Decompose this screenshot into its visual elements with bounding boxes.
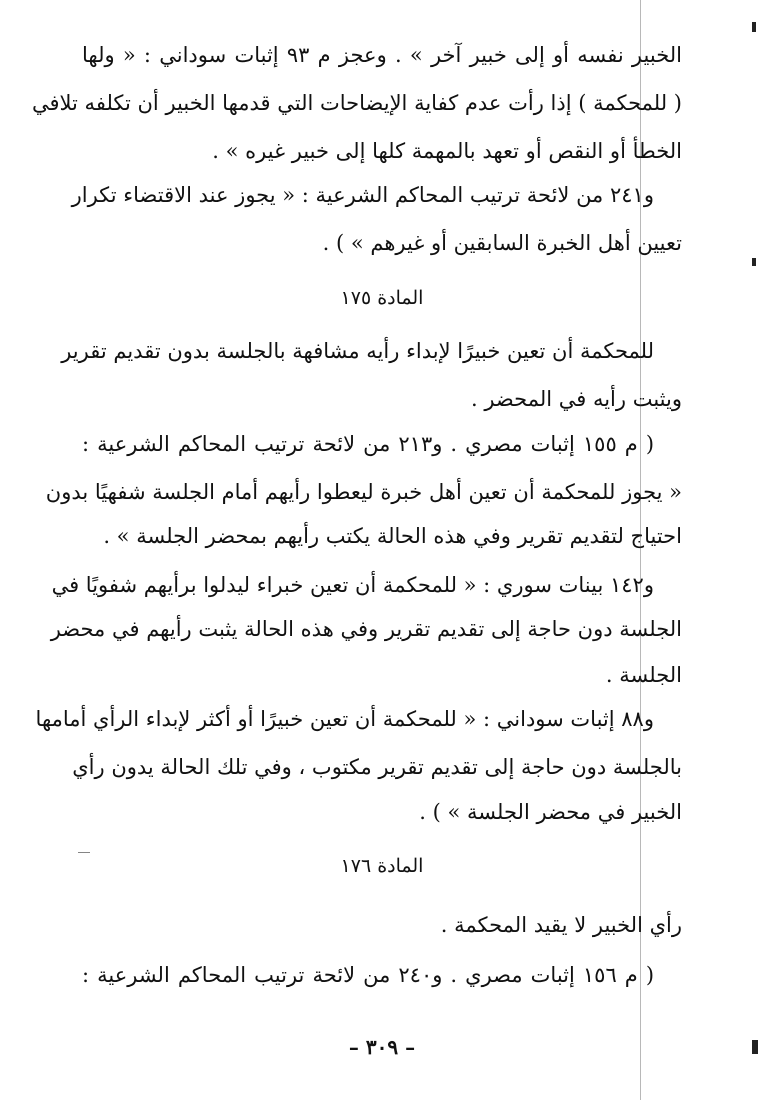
text-line-2: ( للمحكمة ) إذا رأت عدم كفاية الإيضاحات التي قدمها الخبير أن تكلفه تلافي: [31, 91, 682, 115]
text-line-18: ( م ١٥٦ إثبات مصري . و٢٤٠ من لائحة ترتيب المحاكم الشرعية :: [82, 963, 655, 987]
text-line-7: ويثبت رأيه في المحضر .: [470, 387, 682, 411]
scan-mark-bottom: [752, 1040, 758, 1054]
scan-dash-mark: [78, 852, 90, 853]
text-line-8: ( م ١٥٥ إثبات مصري . و٢١٣ من لائحة ترتيب المحاكم الشرعية :: [82, 432, 655, 456]
text-line-16: الخبير في محضر الجلسة » ) .: [419, 800, 682, 824]
scan-fold-line: [640, 0, 641, 1100]
text-line-12: الجلسة دون حاجة إلى تقديم تقرير وفي هذه الحالة يثبت رأيهم في محضر: [50, 617, 682, 641]
article-176-heading: المادة ١٧٦: [340, 855, 424, 877]
text-line-6: للمحكمة أن تعين خبيرًا لإبداء رأيه مشافهة بالجلسة بدون تقديم تقرير: [61, 339, 654, 363]
text-line-14: و٨٨ إثبات سوداني : « للمحكمة أن تعين خبيرًا أو أكثر لإبداء الرأي أمامها: [35, 707, 654, 731]
scan-mark-top: [752, 22, 756, 32]
text-line-17: رأي الخبير لا يقيد المحكمة .: [440, 913, 682, 937]
text-line-11: و١٤٢ بينات سوري : « للمحكمة أن تعين خبراء ليدلوا برأيهم شفويًا في: [51, 573, 654, 597]
text-line-5: تعيين أهل الخبرة السابقين أو غيرهم » ) .: [322, 231, 682, 255]
text-line-3: الخطأ أو النقص أو تعهد بالمهمة كلها إلى خبير غيره » .: [212, 139, 682, 163]
article-175-heading: المادة ١٧٥: [340, 287, 424, 309]
text-line-9: « يجوز للمحكمة أن تعين أهل خبرة ليعطوا رأيهم أمام الجلسة شفهيًا بدون: [45, 480, 682, 504]
text-line-15: بالجلسة دون حاجة إلى تقديم تقرير مكتوب ، وفي تلك الحالة يدون رأي: [72, 755, 682, 779]
text-line-10: احتياج لتقديم تقرير وفي هذه الحالة يكتب رأيهم بمحضر الجلسة » .: [103, 524, 682, 548]
scan-mark-middle: [752, 258, 756, 266]
text-line-1: الخبير نفسه أو إلى خبير آخر » . وعجز م ٩٣ إثبات سوداني : « ولها: [82, 43, 682, 67]
page-number: – ٣٠٩ –: [348, 1035, 416, 1059]
text-line-4: و٢٤١ من لائحة ترتيب المحاكم الشرعية : « يجوز عند الاقتضاء تكرار: [71, 183, 654, 207]
text-line-13: الجلسة .: [605, 663, 682, 687]
